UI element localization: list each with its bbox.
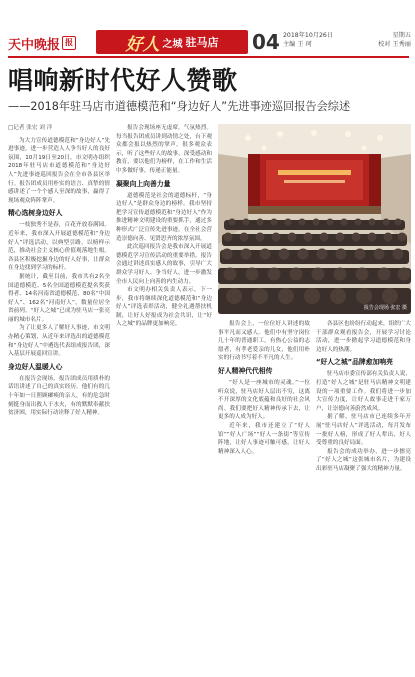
article-headline: 唱响新时代好人赞歌	[8, 66, 238, 95]
issue-meta	[283, 31, 411, 49]
section-banner	[96, 30, 248, 54]
paragraph: “好人是一座城市的灵魂。”一位听众说，驻马店好人层出不穷，这离不开深厚的文化底蕴和良好的社会风尚。我们要把好人精神传承下去，让更多的人成为好人。	[218, 379, 310, 421]
paragraph: 为大力宣传道德模范和“身边好人”先进事迹，进一步营造人人争当好人的良好氛围，10月19日至20日，市文明办组织2018年驻马店市道德模范和“身边好人”先进事迹巡回报告会在全市各县区举行。报告团成员用朴实的语言、真挚的情感讲述了一个个感人至深的故事，赢得了现场观众阵阵掌声。	[8, 137, 110, 204]
paragraph: 近年来，我市还建立了“好人馆”“好人广场”“好人一条街”等宣传阵地，让好人事迹可触可感，让好人精神深入人心。	[218, 422, 310, 455]
article-byline: □记者 张宏 刘 洋	[8, 125, 53, 131]
logo-text: 天中晚报	[8, 37, 61, 53]
editor-line: 主编 王 珂	[283, 41, 312, 48]
meta-staff-row	[283, 40, 411, 49]
paragraph: 此次巡回报告会是我市深入开展道德模范学习宣传活动的重要举措。报告会通过讲述真实感人的故事，引导广大群众学习好人、争当好人，进一步激发全市人民向上向善的内生动力。	[116, 244, 212, 285]
paragraph: 道德模范是社会的道德标杆，“身边好人”是群众身边的榜样。我市坚持把学习宣传道德模范和“身边好人”作为推进精神文明建设的重要抓手，通过多种形式广泛宣传先进事迹，在全社会营造崇德向善、见贤思齐的浓厚氛围。	[116, 192, 212, 242]
section-heading: 凝聚向上向善力量	[116, 179, 171, 188]
article-column-4	[316, 320, 411, 672]
logo-seal-icon: 报	[62, 36, 76, 50]
section-heading: 精心选树身边好人	[8, 209, 63, 218]
newspaper-logo	[8, 32, 94, 54]
proof-line: 校对 王秀丽	[378, 41, 411, 48]
section-heading: 身边好人温暖人心	[8, 362, 63, 371]
masthead-divider	[8, 56, 409, 58]
banner-title: 好人	[125, 34, 160, 55]
article-column-1	[8, 124, 110, 672]
photo-caption: 报告会现场 张宏 摄	[363, 305, 407, 311]
section-heading: 好人精神代代相传	[218, 366, 273, 375]
paragraph: 一枝独秀不是春，百花齐放春满园。近年来，我市深入开展道德模范和“身边好人”评选活动，以典型引路，以榜样示范，推动社会主义核心价值观落地生根。各县区积极挖掘身边的好人好事，让群众在身边找到学习的标杆。	[8, 222, 110, 272]
paragraph: 据了解，驻马店市已连续多年开展“驻马店好人”评选活动，每月发布一批好人榜，形成了好人辈出、好人受尊重的良好局面。	[316, 414, 411, 447]
page-number: 04	[252, 30, 280, 54]
paragraph: 报告会的成功举办，进一步擦亮了“好人之城”这张城市名片，为建设出彩驻马店凝聚了强大的精神力量。	[316, 448, 411, 472]
meta-date-row	[283, 31, 411, 40]
paragraph: 驻马店市委宣传部有关负责人说，打造“好人之城”是驻马店精神文明建设的一项重要工作。我们将进一步加大宣传力度，让好人故事走进千家万户，让崇德向善蔚然成风。	[316, 371, 411, 412]
article-column-3	[218, 320, 310, 672]
auditorium-photo-illustration	[218, 124, 411, 314]
paragraph: 报告会现场座无虚席，气氛热烈。每当报告团成员讲到动情之处，台下观众都会报以热烈的掌声。很多观众表示，听了这些好人的故事，深受感动和教育，要以他们为榜样，在工作和生活中多做好事，传递正能量。	[116, 125, 212, 174]
section-heading: “好人之城”品牌愈加响亮	[316, 358, 393, 367]
banner-mid: 之城	[162, 38, 183, 50]
issue-weekday: 星期五	[392, 32, 411, 39]
paragraph: 各县区也纷纷行动起来，组织广大干部群众观看报告会，开展学习讨论活动，进一步掀起学习道德模范和身边好人的热潮。	[316, 321, 411, 353]
banner-city: 驻马店	[185, 36, 219, 49]
paragraph: 市文明办相关负责人表示，下一步，我市将继续深化道德模范和“身边好人”评选表彰活动，健全礼遇帮扶机制，让好人好报成为社会共识，让“好人之城”的品牌更加响亮。	[116, 287, 212, 328]
paragraph: 在报告会现场，报告团成员用质朴的话语讲述了自己的真实经历。他们有的几十年如一日照顾瘫痪的亲人，有的危急时刻挺身而出救人于水火，有的默默奉献扶贫济困，用实际行动诠释了好人精神。	[8, 375, 110, 417]
paragraph: 据统计，截至目前，我市共有2名全国道德模范、5名全国道德模范提名奖获得者、14名河南省道德模范、80名“中国好人”、162名“河南好人”，数量位居全省前列。“好人之城”已成为驻马店一张亮丽的城市名片。	[8, 273, 110, 323]
masthead	[0, 0, 415, 56]
issue-date: 2018年10月26日	[283, 32, 334, 39]
paragraph: 为了让更多人了解好人事迹，市文明办精心策划，从近年来评选出的道德模范和“身边好人”中遴选代表组成报告团，深入基层开展巡回宣讲。	[8, 325, 110, 358]
article-subhead: ——2018年驻马店市道德模范和“身边好人”先进事迹巡回报告会综述	[8, 100, 351, 113]
paragraph: 报告会上，一位位好人讲述的故事平凡而又感人。他们中有坚守岗位几十年的普通职工，有热心公益的志愿者，有孝老爱亲的儿女，他们用朴实的行动书写着不平凡的人生。	[218, 321, 310, 362]
event-photo	[218, 124, 411, 314]
article-column-2	[116, 124, 212, 672]
